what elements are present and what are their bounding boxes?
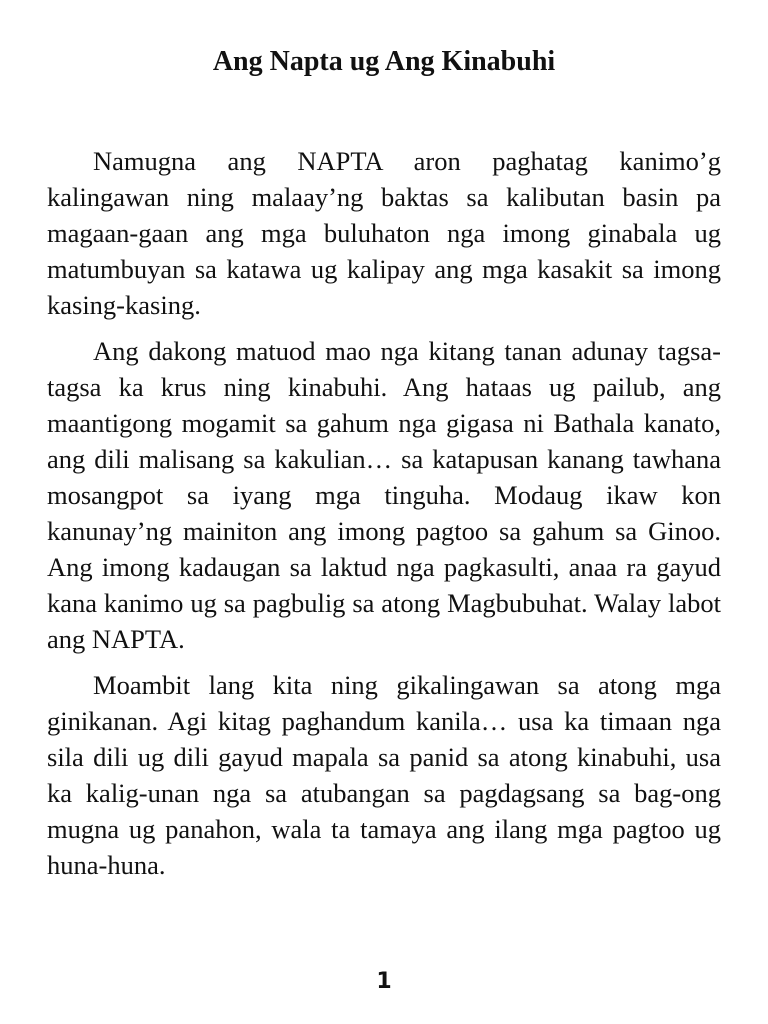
paragraph-1: Namugna ang NAPTA aron paghatag kanimo’g kalingawan ning malaay’ng baktas sa kalibutan basin pa magaan-gaan ang mga buluhaton nga imong ginabala ug matumbuyan sa katawa ug kalipay ang mga kasakit sa imong kasing-kasing. xyxy=(47,146,721,320)
page-title: Ang Napta ug Ang Kinabuhi xyxy=(212,46,556,77)
body-text xyxy=(47,143,721,893)
page-number: 1 xyxy=(376,969,392,994)
paragraph-2: Ang dakong matuod mao nga kitang tanan adunay tagsa-tagsa ka krus ning kinabuhi. Ang hataas ug pailub, ang maantigong mogamit sa gahum nga gigasa ni Bathala kanato, ang dili malisang sa kakulian… sa katapusan kanang tawhana mosangpot sa iyang mga tinguha. Modaug ikaw kon kanunay’ng mainiton ang imong pagtoo sa gahum sa Ginoo. Ang imong kadaugan sa laktud nga pagkasulti, anaa ra gayud kana kanimo ug sa pagbulig sa atong Magbubuhat. Walay labot ang NAPTA. xyxy=(47,336,721,654)
paragraph-3: Moambit lang kita ning gikalingawan sa atong mga ginikanan. Agi kitag paghandum kanila… usa ka timaan nga sila dili ug dili gayud mapala sa panid sa atong kinabuhi, usa ka kalig-unan nga sa atubangan sa pagdagsang sa bag-ong mugna ug panahon, wala ta tamaya ang ilang mga pagtoo ug huna-huna. xyxy=(47,670,721,880)
